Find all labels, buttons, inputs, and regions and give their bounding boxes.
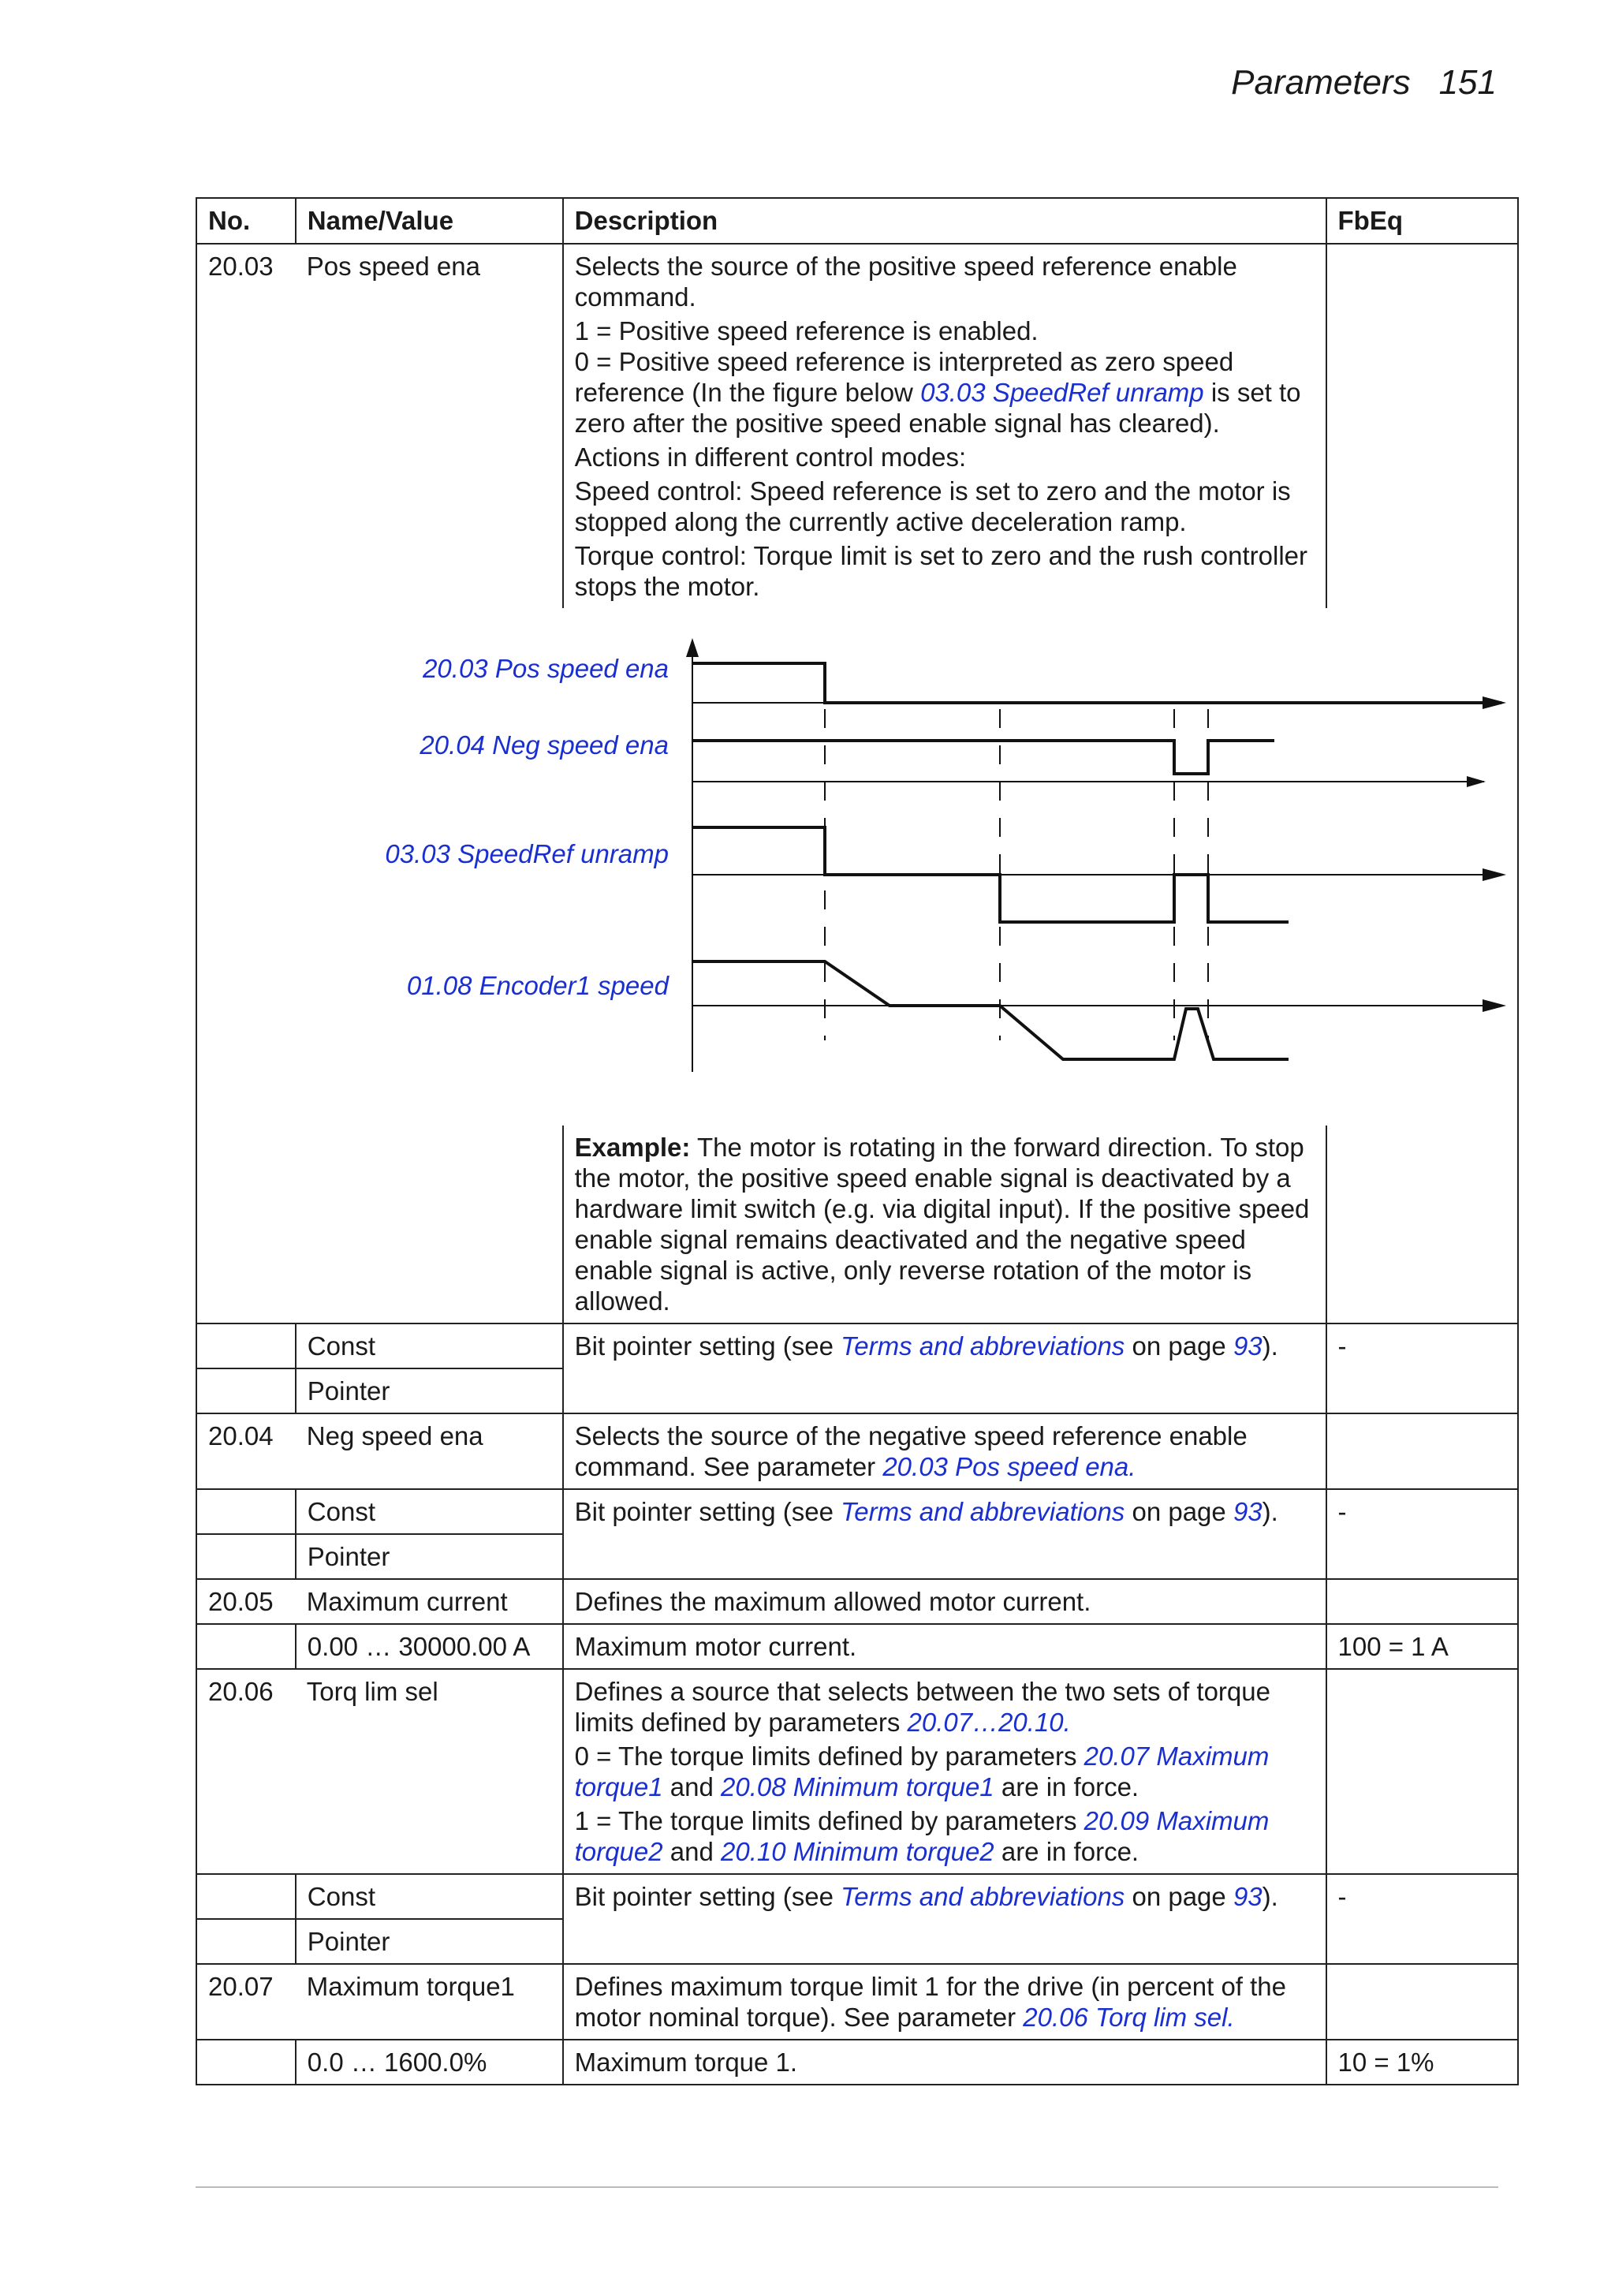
page-link[interactable]: 93: [1233, 1882, 1263, 1911]
param-link-2006[interactable]: 20.06 Torq lim sel: [1023, 2003, 1228, 2032]
param-description: [563, 1413, 1326, 1489]
param-link-2008[interactable]: 20.08 Minimum torque1: [720, 1772, 994, 1801]
signal-encoder-speed: [692, 961, 1289, 1059]
param-name: Maximum current: [296, 1579, 563, 1624]
desc-text: are in force.: [994, 1772, 1139, 1801]
param-no: [196, 1874, 296, 1919]
value-fbeq: 10 = 1%: [1326, 2040, 1519, 2085]
desc-text: .: [1063, 1708, 1071, 1737]
label-pos-speed-ena[interactable]: 20.03 Pos speed ena: [423, 654, 669, 683]
desc-text: ).: [1262, 1331, 1278, 1361]
param-no: [196, 1489, 296, 1534]
label-encoder1-speed[interactable]: 01.08 Encoder1 speed: [406, 971, 669, 1000]
signal-neg-speed-ena: [692, 741, 1274, 774]
arrow-icon: [1483, 868, 1506, 881]
param-row-2007: [196, 1964, 1518, 2040]
value-fbeq: -: [1326, 1489, 1519, 1579]
col-header-name: Name/Value: [296, 198, 563, 244]
example-description: [563, 1126, 1326, 1323]
param-link-2009[interactable]: 20.09 Maximum torque2: [574, 1806, 1270, 1866]
param-name: Torq lim sel: [296, 1669, 563, 1874]
param-fbeq: [1326, 1579, 1519, 1624]
param-link-range[interactable]: 20.07…20.10: [907, 1708, 1064, 1737]
param-name: Neg speed ena: [296, 1413, 563, 1489]
param-no: 20.04: [196, 1413, 296, 1489]
desc-line: Actions in different control modes:: [574, 442, 967, 472]
desc-line: [575, 1676, 1316, 1738]
example-text: The motor is rotating in the forward direction. To stop the motor, the positive speed enable signal is deactivated by a hardware limit switch (e.g. via digital input). If the positive speed enable signal remains deactivated and the negative speed enable signal is active, only reverse rotation of the motor is allowed.: [574, 1133, 1310, 1316]
example-label: Example:: [574, 1133, 691, 1162]
param-no: [196, 1919, 296, 1964]
timing-diagram: [208, 614, 1508, 1119]
table-header-row: [196, 198, 1518, 244]
param-no: 20.03: [196, 244, 296, 608]
desc-text: Defines maximum torque limit 1 for the drive (in percent of the motor nominal torque). See parameter: [574, 1972, 1287, 2032]
desc-line: [575, 346, 1316, 439]
terms-link[interactable]: Terms and abbreviations: [841, 1882, 1125, 1911]
desc-text: on page: [1125, 1331, 1233, 1361]
param-fbeq: [1326, 244, 1519, 608]
param-description: [563, 244, 1326, 608]
signal-pos-speed-ena: [692, 663, 1501, 703]
value-row-range: [196, 2040, 1518, 2085]
param-no: 20.07: [196, 1964, 296, 2040]
param-description: Defines the maximum allowed motor current.: [563, 1579, 1326, 1624]
value-description: [563, 1489, 1326, 1579]
value-name: Pointer: [296, 1534, 563, 1579]
desc-line: [575, 1805, 1316, 1867]
desc-text: are in force.: [994, 1837, 1139, 1866]
param-row-2003: [196, 244, 1518, 608]
value-description: [563, 1323, 1326, 1413]
value-name: Const: [296, 1489, 563, 1534]
desc-text: on page: [1125, 1497, 1233, 1526]
page-header: [1231, 63, 1497, 103]
col-header-description: Description: [563, 198, 1326, 244]
param-name: Pos speed ena: [296, 244, 563, 608]
desc-text: 0 = Positive speed reference is interpreted as zero speed reference (In the figure below: [574, 347, 1234, 407]
desc-line: Speed control: Speed reference is set to zero and the motor is stopped along the currently active deceleration ramp.: [574, 476, 1291, 536]
desc-text: and: [662, 1772, 721, 1801]
param-fbeq: [1326, 1126, 1519, 1323]
value-name: Const: [296, 1323, 563, 1368]
param-no: [196, 1368, 296, 1413]
param-no: [196, 1624, 296, 1669]
terms-link[interactable]: Terms and abbreviations: [841, 1497, 1125, 1526]
param-name: Maximum torque1: [296, 1964, 563, 2040]
timing-diagram-row: [196, 608, 1518, 1126]
param-no: [196, 2040, 296, 2085]
value-fbeq: -: [1326, 1323, 1519, 1413]
param-link-2003[interactable]: 20.03 Pos speed ena: [882, 1452, 1129, 1481]
col-header-no: No.: [196, 198, 296, 244]
footer-divider: [196, 2186, 1498, 2188]
desc-line: 1 = Positive speed reference is enabled.: [574, 316, 1039, 345]
col-header-fbeq: FbEq: [1326, 198, 1519, 244]
desc-text: Bit pointer setting (see: [574, 1497, 841, 1526]
param-description: [563, 1669, 1326, 1874]
arrow-icon: [1483, 999, 1506, 1012]
value-description: Maximum motor current.: [563, 1624, 1326, 1669]
param-no: [196, 1534, 296, 1579]
page-number: 151: [1438, 63, 1497, 102]
value-row-const: [196, 1874, 1518, 1919]
value-name: 0.00 … 30000.00 A: [296, 1624, 563, 1669]
desc-text: .: [1227, 2003, 1235, 2032]
timing-diagram-cell: [196, 608, 1518, 1126]
param-fbeq: [1326, 1413, 1519, 1489]
value-name: Pointer: [296, 1368, 563, 1413]
axis-arrow-icon: [686, 638, 699, 657]
desc-text: ).: [1262, 1497, 1278, 1526]
value-row-range: [196, 1624, 1518, 1669]
desc-line: [575, 1741, 1316, 1802]
desc-text: on page: [1125, 1882, 1233, 1911]
param-row-2004: [196, 1413, 1518, 1489]
param-link-0303[interactable]: 03.03 SpeedRef unramp: [920, 378, 1204, 407]
value-fbeq: 100 = 1 A: [1326, 1624, 1519, 1669]
desc-text: Bit pointer setting (see: [574, 1331, 841, 1361]
param-link-2010[interactable]: 20.10 Minimum torque2: [720, 1837, 994, 1866]
desc-text: 0 = The torque limits defined by parameters: [574, 1742, 1084, 1771]
param-description: [563, 1964, 1326, 2040]
desc-text: Selects the source of the negative speed reference enable command. See parameter: [574, 1421, 1248, 1481]
value-name: 0.0 … 1600.0%: [296, 2040, 563, 2085]
desc-text: ).: [1262, 1882, 1278, 1911]
page-link[interactable]: 93: [1233, 1331, 1263, 1361]
example-row: [196, 1126, 1518, 1323]
label-speedref-unramp[interactable]: 03.03 SpeedRef unramp: [385, 839, 669, 868]
arrow-icon: [1483, 696, 1506, 709]
desc-text: is set to zero after the positive speed enable signal has cleared).: [574, 378, 1301, 438]
terms-link[interactable]: Terms and abbreviations: [841, 1331, 1125, 1361]
param-row-2005: [196, 1579, 1518, 1624]
value-description: [563, 1874, 1326, 1964]
desc-text: and: [662, 1837, 721, 1866]
value-row-const: [196, 1323, 1518, 1368]
desc-text: Bit pointer setting (see: [574, 1882, 841, 1911]
param-no: 20.06: [196, 1669, 296, 1874]
param-no: [196, 1323, 296, 1368]
param-fbeq: [1326, 1669, 1519, 1874]
param-fbeq: [1326, 1964, 1519, 2040]
empty-cell: [196, 1126, 563, 1323]
value-name: Pointer: [296, 1919, 563, 1964]
desc-line: Selects the source of the positive speed reference enable command.: [574, 252, 1237, 312]
desc-line: Torque control: Torque limit is set to zero and the rush controller stops the motor.: [574, 541, 1307, 601]
parameter-table: [196, 197, 1519, 2085]
page-link[interactable]: 93: [1233, 1497, 1263, 1526]
desc-text: .: [1128, 1452, 1136, 1481]
arrow-icon: [1467, 776, 1486, 787]
param-no: 20.05: [196, 1579, 296, 1624]
param-link-2007[interactable]: 20.07 Maximum torque1: [574, 1742, 1270, 1801]
value-name: Const: [296, 1874, 563, 1919]
value-row-const: [196, 1489, 1518, 1534]
section-title: Parameters: [1231, 63, 1411, 102]
desc-text: Defines a source that selects between the two sets of torque limits defined by parameters: [574, 1677, 1270, 1737]
param-row-2006: [196, 1669, 1518, 1874]
value-description: Maximum torque 1.: [563, 2040, 1326, 2085]
value-fbeq: -: [1326, 1874, 1519, 1964]
label-neg-speed-ena[interactable]: 20.04 Neg speed ena: [420, 730, 669, 760]
desc-text: 1 = The torque limits defined by parameters: [574, 1806, 1084, 1835]
